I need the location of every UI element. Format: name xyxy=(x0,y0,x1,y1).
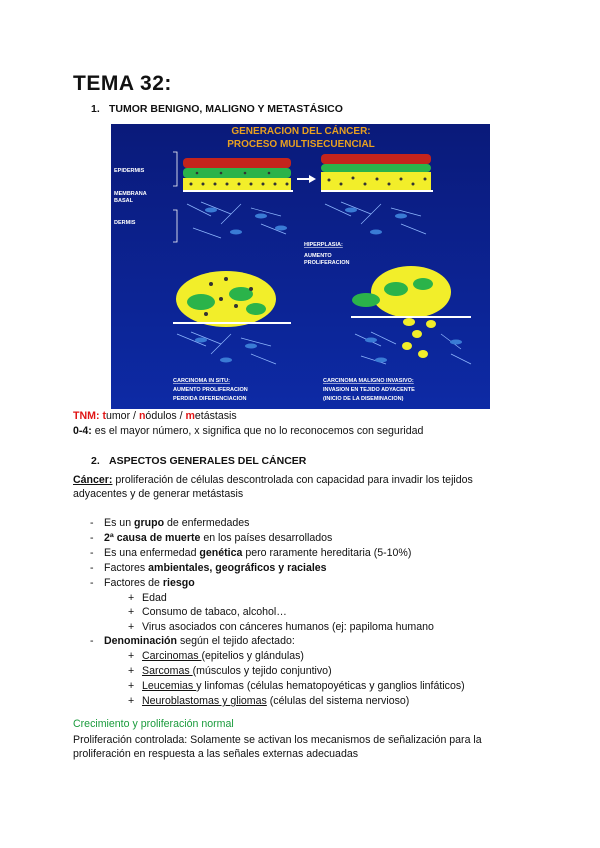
label-basal: BASAL xyxy=(114,198,133,204)
insitu-label-3: PERDIDA DIFERENCIACION xyxy=(173,396,247,402)
sub-list-item: + Edad xyxy=(128,592,167,604)
section-number: 2. xyxy=(91,455,100,467)
hiperplasia-label-3: PROLIFERACION xyxy=(304,260,350,266)
range-label: 0-4: xyxy=(73,425,92,437)
section-heading-1 xyxy=(91,103,343,115)
list-item: - Denominación según el tejido afectado: xyxy=(90,635,295,647)
section-number: 1. xyxy=(91,103,100,115)
sub-list-item: + Sarcomas (músculos y tejido conjuntivo) xyxy=(128,665,332,677)
sub-list-item: + Leucemias y linfomas (células hematopoyéticas y ganglios linfáticos) xyxy=(128,680,465,692)
cancer-generation-figure xyxy=(111,124,490,409)
insitu-label-1: CARCINOMA IN SITU: xyxy=(173,378,230,384)
sub-list-item: + Virus asociados con cánceres humanos (ej: papiloma humano xyxy=(128,621,434,633)
tnm-label: TNM: xyxy=(73,410,100,422)
page-title: TEMA 32: xyxy=(73,72,172,95)
figure-title-1: GENERACION DEL CÁNCER: xyxy=(231,126,371,137)
insitu-label-2: AUMENTO PROLIFERACION xyxy=(173,387,248,393)
range-note xyxy=(73,425,423,438)
tnm-m: m xyxy=(185,410,195,422)
section-heading-2 xyxy=(91,455,306,467)
tnm-n-rest: ódulos / xyxy=(145,410,186,422)
sub-list-item: + Neuroblastomas y gliomas (células del sistema nervioso) xyxy=(128,695,410,707)
list-item: - Es una enfermedad genética pero raramente hereditaria (5-10%) xyxy=(90,547,412,559)
list-item: - Factores de riesgo xyxy=(90,577,195,589)
sub-list-item: + Consumo de tabaco, alcohol… xyxy=(128,606,287,618)
cancer-def-text: proliferación de células descontrolada con capacidad para invadir los tejidos adyacentes y de generar metástasis xyxy=(73,474,473,500)
cancer-definition xyxy=(73,473,513,501)
hiperplasia-label-1: HIPERPLASIA: xyxy=(304,242,343,248)
list-item: - 2ª causa de muerte en los países desarrollados xyxy=(90,532,333,544)
figure-title-2: PROCESO MULTISECUENCIAL xyxy=(227,139,375,150)
growth-text: Proliferación controlada: Solamente se activan los mecanismos de señalización para la proliferación en respuesta a las señales externas adecuadas xyxy=(73,734,482,760)
list-item: - Factores ambientales, geográficos y raciales xyxy=(90,562,327,574)
sub-list-item: + Carcinomas (epitelios y glándulas) xyxy=(128,650,304,662)
tnm-n: n xyxy=(138,410,146,422)
list-item: - Es un grupo de enfermedades xyxy=(90,517,250,529)
label-membrana: MEMBRANA xyxy=(114,191,147,197)
invasivo-label-2: INVASION EN TEJIDO ADYACENTE xyxy=(323,387,415,393)
cancer-term: Cáncer: xyxy=(73,474,113,486)
tnm-m-rest: etástasis xyxy=(194,410,237,422)
section-title: TUMOR BENIGNO, MALIGNO Y METASTÁSICO xyxy=(109,103,343,115)
range-text: es el mayor número, x significa que no lo reconocemos con seguridad xyxy=(91,425,424,437)
section-title: ASPECTOS GENERALES DEL CÁNCER xyxy=(109,455,307,467)
tnm-t-rest: umor / xyxy=(105,410,139,422)
invasivo-label-1: CARCINOMA MALIGNO INVASIVO: xyxy=(323,378,414,384)
figure-background xyxy=(111,124,490,409)
label-dermis: DERMIS xyxy=(114,220,136,226)
growth-heading: Crecimiento y proliferación normal xyxy=(73,718,234,730)
invasivo-label-3: (INICIO DE LA DISEMINACION) xyxy=(323,396,404,402)
label-epidermis: EPIDERMIS xyxy=(114,168,145,174)
tnm-t: t xyxy=(102,410,106,422)
tnm-line xyxy=(73,410,237,423)
hiperplasia-label-2: AUMENTO xyxy=(304,253,332,259)
